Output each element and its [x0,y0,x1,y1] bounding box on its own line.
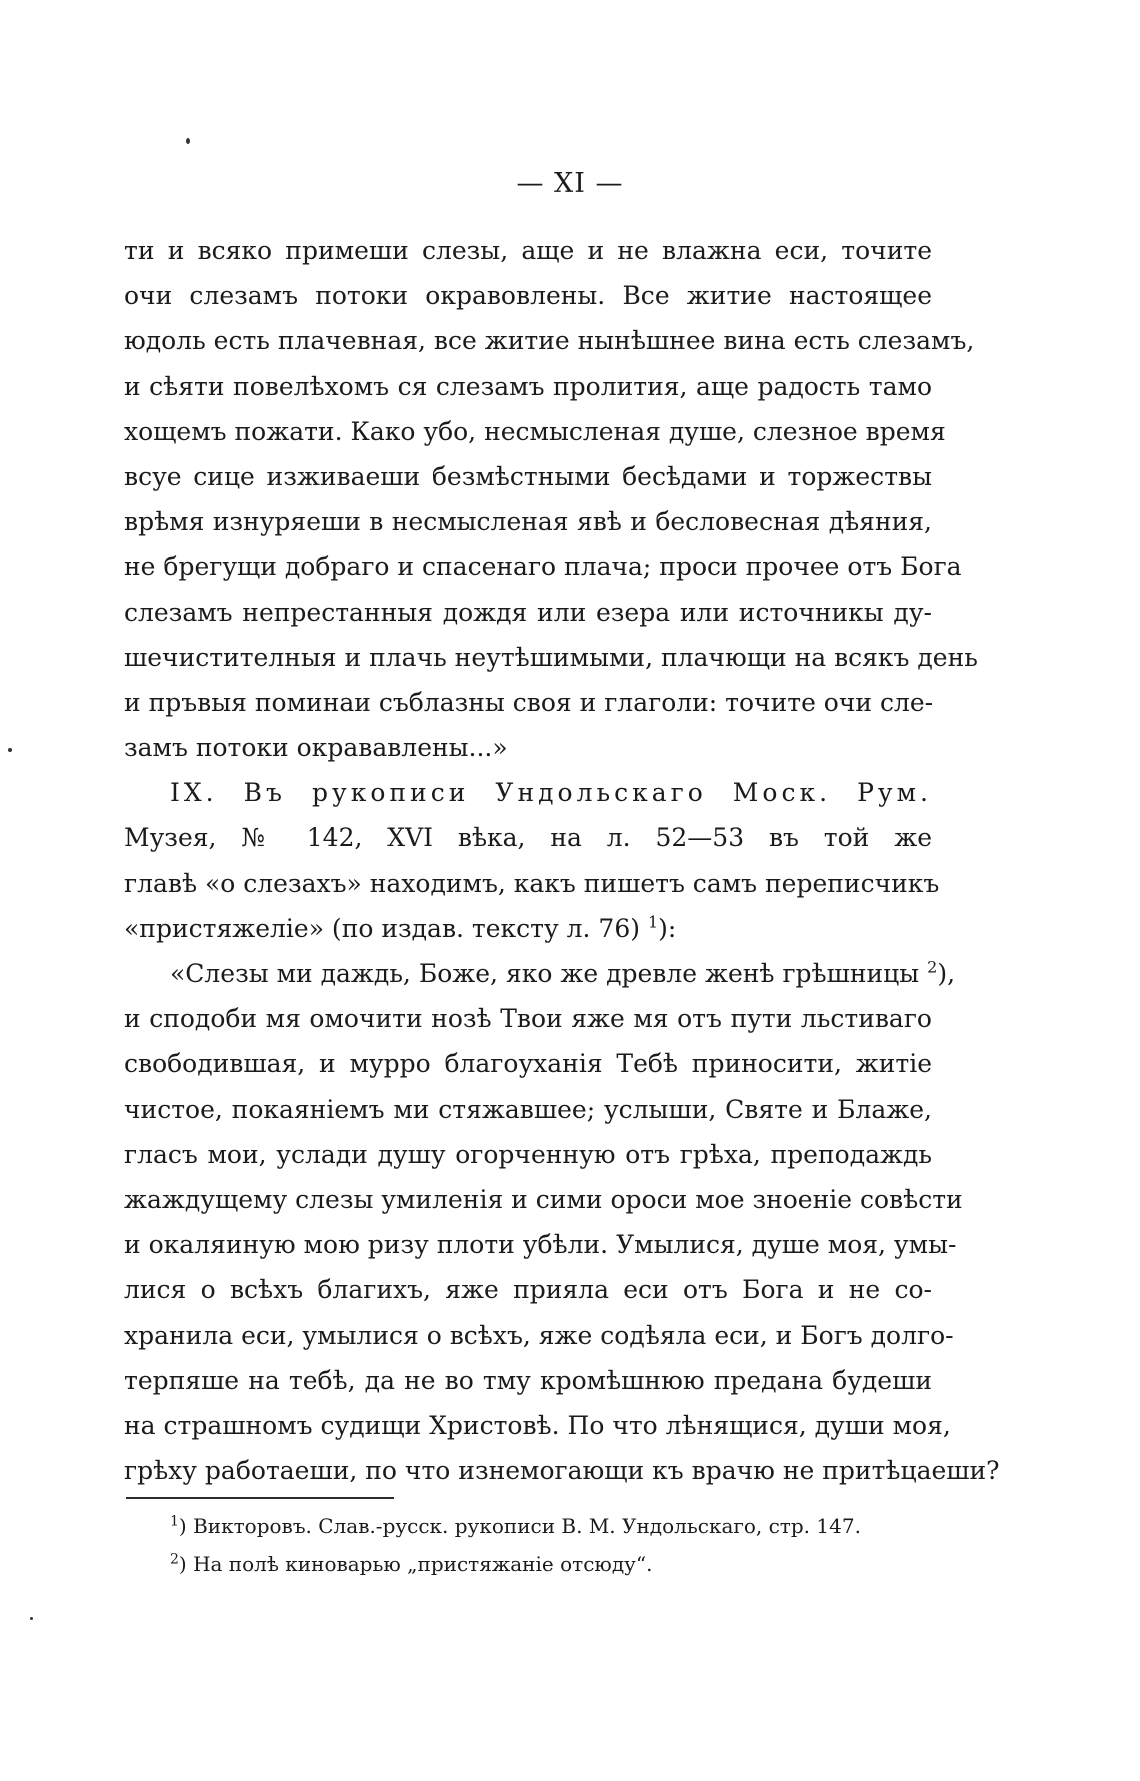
text-line: шечистителныя и плачь неутѣшимыми, плачющи на всякъ день [124,642,978,672]
scan-speck [186,138,190,144]
text-segment: «пристяжеліе» (по издав. тексту л. 76) [124,913,640,943]
text-line: гласъ мои, услади душу огорченную отъ грѣха, преподаждь [124,1139,932,1169]
section-heading: IX. Въ рукописи Ундольскаго Моск. Рум. [170,778,932,808]
footnote [170,1507,950,1545]
footnote-text: ) Викторовъ. Слав.-русск. рукописи В. М. Ундольскаго, стр. 147. [178,1514,861,1538]
text-line: очи слезамъ потоки окравовлены. Все житие настоящее [124,281,932,311]
footnote-ref[interactable]: 2 [927,957,938,977]
body-text [124,228,1000,1493]
text-line: хощемъ пожати. Како убо, несмысленая душе, слезное время [124,416,946,446]
text-segment: ): [658,913,677,943]
footnote-text: ) На полѣ киноварью „пристяжаніе отсюду“. [178,1552,653,1576]
text-line: замъ потоки окрававлены...» [124,733,508,763]
text-line: лися о всѣхъ благихъ, яже прияла еси отъ Бога и не со- [124,1275,932,1305]
text-line: жаждущему слезы умиленія и сими ороси мое зноеніе совѣсти [124,1184,963,1214]
scan-speck [8,748,12,752]
text-segment: ), [937,959,956,988]
text-line: и сподоби мя омочити нозѣ Твои яже мя отъ пути льстиваго [124,1004,932,1034]
text-line: Музея, № 142, XVI вѣка, на л. 52—53 въ той же [124,823,932,853]
text-line: терпяше на тебѣ, да не во тму кромѣшнюю предана будеши [124,1365,932,1395]
text-line: ти и всяко примеши слезы, аще и не влажна еси, точите [124,236,932,265]
footnote-mark: 2 [170,1551,179,1568]
quote-first-line [124,951,956,996]
text-line: не брегущи добраго и спасенаго плача; проси прочее отъ Бога [124,552,962,582]
text-line: на страшномъ судищи Христовѣ. По что лѣнящися, души моя, [124,1410,951,1440]
text-line: и сѣяти повелѣхомъ ся слезамъ пролития, аще радость тамо [124,371,932,401]
footnote-mark: 1 [170,1513,179,1530]
text-line: свободившая, и мурро благоуханія Тебѣ приносити, житіе [124,1049,932,1079]
text-line [124,906,932,951]
footnote [170,1545,950,1583]
text-line: хранила еси, умылися о всѣхъ, яже содѣяла еси, и Богъ долго- [124,1320,954,1350]
page-number: — XI — [516,168,624,199]
text-line: и окаляиную мою ризу плоти убѣли. Умылися, душе моя, умы- [124,1230,957,1260]
text-line: главѣ «о слезахъ» находимъ, какъ пишетъ самъ переписчикъ [124,868,940,898]
text-line: слезамъ непрестанныя дождя или езера или источникы ду- [124,597,932,627]
text-segment: «Слезы ми даждь, Боже, яко же древле женѣ грѣшницы [170,959,920,988]
text-line: чистое, покаяніемъ ми стяжавшее; услыши, Святе и Блаже, [124,1094,932,1124]
text-line: и пръвыя поминаи съблазны своя и глаголи: точите очи сле- [124,687,934,717]
text-line: всуе сице изживаеши безмѣстными бесѣдами и торжествы [124,461,932,491]
scan-speck [30,1617,33,1620]
footnote-ref[interactable]: 1 [647,912,659,932]
footnotes [170,1507,950,1583]
text-line: врѣмя изнуряеши в несмысленая явѣ и бесловесная дѣяния, [124,507,932,537]
text-line: юдоль есть плачевная, все житие нынѣшнее вина есть слезамъ, [124,326,975,356]
text-line: грѣху работаеши, по что изнемогающи къ врачю не притѣцаеши? [124,1456,1000,1486]
footnote-divider [126,1497,394,1499]
